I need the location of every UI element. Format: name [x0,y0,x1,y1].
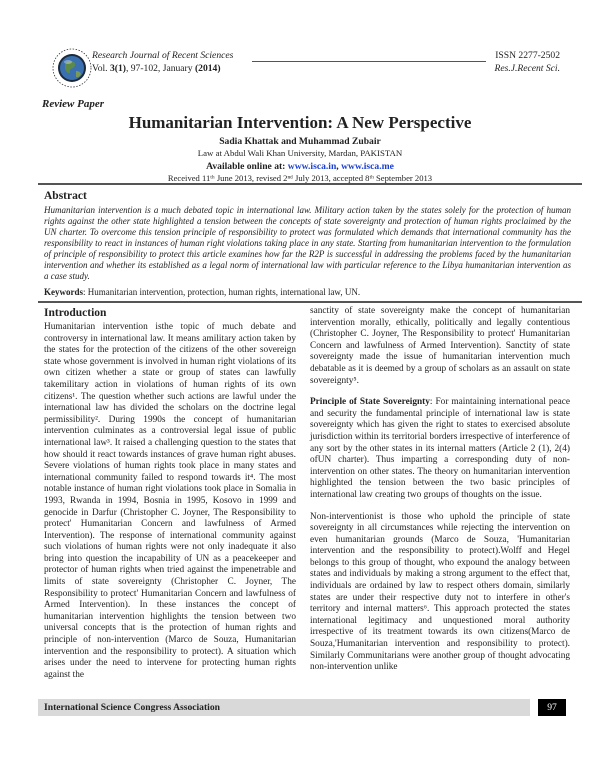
introduction-heading: Introduction [44,307,107,319]
sovereignty-paragraph: sanctity of state sovereignty make the concept of humanitarian intervention morally, ethically, politically and legally contentious (Christopher C. Joyner, The Responsibility to protect' Humanitarian Concern and lawfulness of Armed Intervention). Sanctity of state sovereignty made the issue of humanitarian intervention much debatable as it is deemed by a group of scholars as an assault on state sovereignty⁵. [310,306,570,386]
intro-paragraph: Humanitarian intervention isthe topic of much debate and controversy in international law. It means amilitary action taken by the states for the protection of the citizens of the other sovereign state whose government is involved in human right violations of its own citizen whether a state or group of states can lawfully takemilitary action in violations of human rights of its own citizens¹. The question whether such actions are lawful under the international law has divided the scholars on the doctrine legal permissibility². During 1990s the concept of humanitarian intervention culminates as a controversial legal issue of public international law³. It raised a challenging question to the states that how should it react towards instances of grave human right abuses. Severe violations of human rights took place in many states and international community failed to respond towards it⁴. The most notable instance of human right violations took place in Somalia in 1993, Rwanda in 1994, Bosnia in 1995, Kosovo in 1999 and genocide in Darfur (Christopher C. Joyner, The Responsibility to protect' Humanitarian Concern and lawfulness of Armed Intervention). The response of international community against such violations of human rights were not only inadequate it also bring into question the incapability of UN as a peacekeeper and protector of human rights when tried against the impenetrable and limits of state sovereignty (Christopher C. Joyner, The Responsibility to protect' Humanitarian Concern and lawfulness of Armed Intervention). In these instances the concept of humanitarian intervention highlights the tension between two universal concepts that is the protection of human rights and principle of non-intervention (Marco de Souza, Humanitarian intervention and the responsibility to protect). A situation which arises under the need to intervene for protecting human rights against the [44,322,296,680]
link-separator: , [336,161,342,172]
non-interventionist-paragraph: Non-interventionist is those who uphold the principle of state sovereignty in all circumstances while rejecting the intervention on even humanitarian grounds (Marco de Souza, 'Humanitarian intervention and the responsibility to protect).Wolff and Hegel belongs to this group of thought, who expound the analogy between states and individuals by making a strong argument to the effect that, individuals are ordained by law to respect others domain, similarly states are under their respective duty not to interfere in other's territory and internal matters⁶. This approach protected the states international legitimacy and unquestioned moral authority irrespective of its treatment towards its own citizens(Marco de Souza,'Humanitarian intervention and responsibility to protect). Similarly Communitarians were another group of thought advocating non-intervention unlike [310,511,570,673]
principle-text: : For maintaining international peace and security the fundamental principle of international law is state sovereignty which has given the right to states to exercised absolute jurisdiction within its territorial borders irrespective of interference of any sort by the other states in its internal matters (Article 2 (1), 2(4) ofUN charter). Thus imparting a corresponding duty of non- intervention on other states. The theory on humanitarian intervention highlighted the tension between the two basic principles of international law creating two groups of thoughts on the issue. [310,397,571,500]
keywords [44,287,571,298]
journal-name: Research Journal of Recent Sciences [92,50,234,61]
availability-label: Available online at: [206,161,288,172]
left-column [44,303,296,691]
principle-paragraph [310,397,570,501]
keywords-text: : Humanitarian intervention, protection, human rights, international law, UN. [83,287,361,297]
keywords-label: Keywords [44,287,83,297]
authors: Sadia Khattak and Muhammad Zubair [219,136,381,147]
footer-association: International Science Congress Association [38,699,530,716]
page-number: 97 [538,699,566,716]
abstract-heading: Abstract [44,190,87,202]
paper-type: Review Paper [42,98,105,110]
link-isca-in[interactable]: www.isca.in [287,161,337,172]
link-isca-me[interactable]: www.isca.me [341,161,394,172]
received-dates: Received 11ᵗʰ June 2013, revised 2ⁿᵈ July 2013, accepted 8ᵗʰ September 2013 [167,173,433,183]
footer [38,699,600,716]
body-columns [44,303,570,691]
header-rule [38,183,582,185]
year: (2014) [194,63,221,74]
volume-prefix: Vol. [92,63,110,74]
abstract-text: Humanitarian intervention is a much debated topic in international law. Military action taken by the states solely for the protection of human rights against the other state highlighted a tension between the concepts of state sovereignty and protection of human rights proclaimed by the UN charter. To overcome this tension principle of responsibility to protect was formulated which demands that international community has the responsibility to react in instances of human right violations taking place in any state. Starting from humanitarian intervention to the formulation of principle of responsibility to protect this article examines how far the R2P is successful in addressing the problems faced by the humanitarian intervention and whether its established as a legal norm of international law with particular reference to the Libya humanitarian intervention as a case study. [44,205,571,281]
principle-heading: Principle of State Sovereignty [310,397,430,408]
issn: ISSN 2277-2502 [495,50,560,61]
journal-abbreviation: Res.J.Recent Sci. [494,63,560,74]
pages-date: , 97-102, January [125,63,195,74]
right-column [310,303,570,691]
paper-title: Humanitarian Intervention: A New Perspective [128,113,472,132]
volume-number: 3(1) [109,63,126,74]
affiliation: Law at Abdul Wali Khan University, Mardan, PAKISTAN [197,148,403,158]
